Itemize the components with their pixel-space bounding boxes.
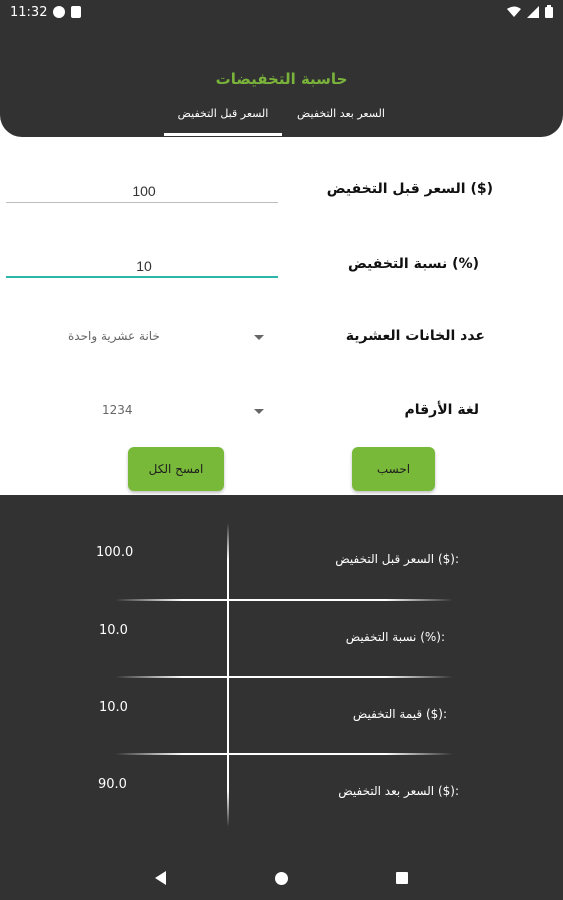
home-icon[interactable] [275, 872, 288, 885]
result-label-price-after: السعر بعد التخفيض ($): [338, 784, 459, 798]
result-label-discount-amount: قيمة التخفيض ($): [352, 707, 447, 721]
wifi-icon [507, 6, 521, 18]
tab-indicator [164, 133, 282, 136]
tab-price-before[interactable]: السعر قبل التخفيض [177, 107, 269, 120]
discount-percent-input[interactable] [6, 255, 282, 277]
result-value-discount-amount: 10.0 [99, 700, 128, 715]
digit-language-value: 1234 [102, 403, 133, 417]
calculate-button[interactable]: احسب [352, 447, 435, 491]
result-label-price-before: السعر قبل التخفيض ($): [335, 552, 459, 566]
app-title: حاسبة التخفيضات [215, 70, 348, 88]
decimal-places-value: خانة عشرية واحدة [68, 329, 160, 343]
result-label-discount-percent: نسبة التخفيض (%): [345, 630, 445, 644]
results-row-divider [115, 676, 453, 678]
results-vertical-divider [227, 523, 229, 827]
signal-icon [527, 6, 539, 18]
decimal-places-label: عدد الخانات العشرية [345, 328, 485, 344]
digit-language-label: لغة الأرقام [404, 402, 479, 418]
sim-icon [71, 6, 81, 18]
result-value-price-before: 100.0 [96, 545, 134, 560]
clear-all-button[interactable]: امسح الكل [128, 447, 224, 491]
result-value-discount-percent: 10.0 [99, 623, 128, 638]
tab-price-after[interactable]: السعر بعد التخفيض [297, 107, 385, 120]
price-before-label: السعر قبل التخفيض ($) [326, 181, 493, 197]
price-before-underline [6, 202, 278, 203]
status-bar [0, 0, 563, 26]
digit-language-dropdown[interactable] [40, 396, 272, 426]
app-header [0, 0, 563, 137]
discount-percent-label: نسبة التخفيض (%) [347, 256, 479, 272]
discount-percent-underline [6, 276, 278, 278]
price-before-input[interactable] [6, 180, 282, 202]
chevron-down-icon [254, 409, 264, 414]
battery-icon [545, 5, 553, 18]
results-row-divider [115, 753, 453, 755]
decimal-places-dropdown[interactable] [40, 322, 272, 352]
notification-icon [53, 6, 65, 18]
back-icon[interactable] [155, 871, 166, 885]
results-row-divider [115, 599, 453, 601]
results-panel [0, 495, 563, 900]
result-value-price-after: 90.0 [98, 777, 127, 792]
status-time: 11:32 [10, 5, 48, 20]
recents-icon[interactable] [396, 872, 408, 884]
system-nav-bar [0, 858, 563, 900]
chevron-down-icon [254, 335, 264, 340]
